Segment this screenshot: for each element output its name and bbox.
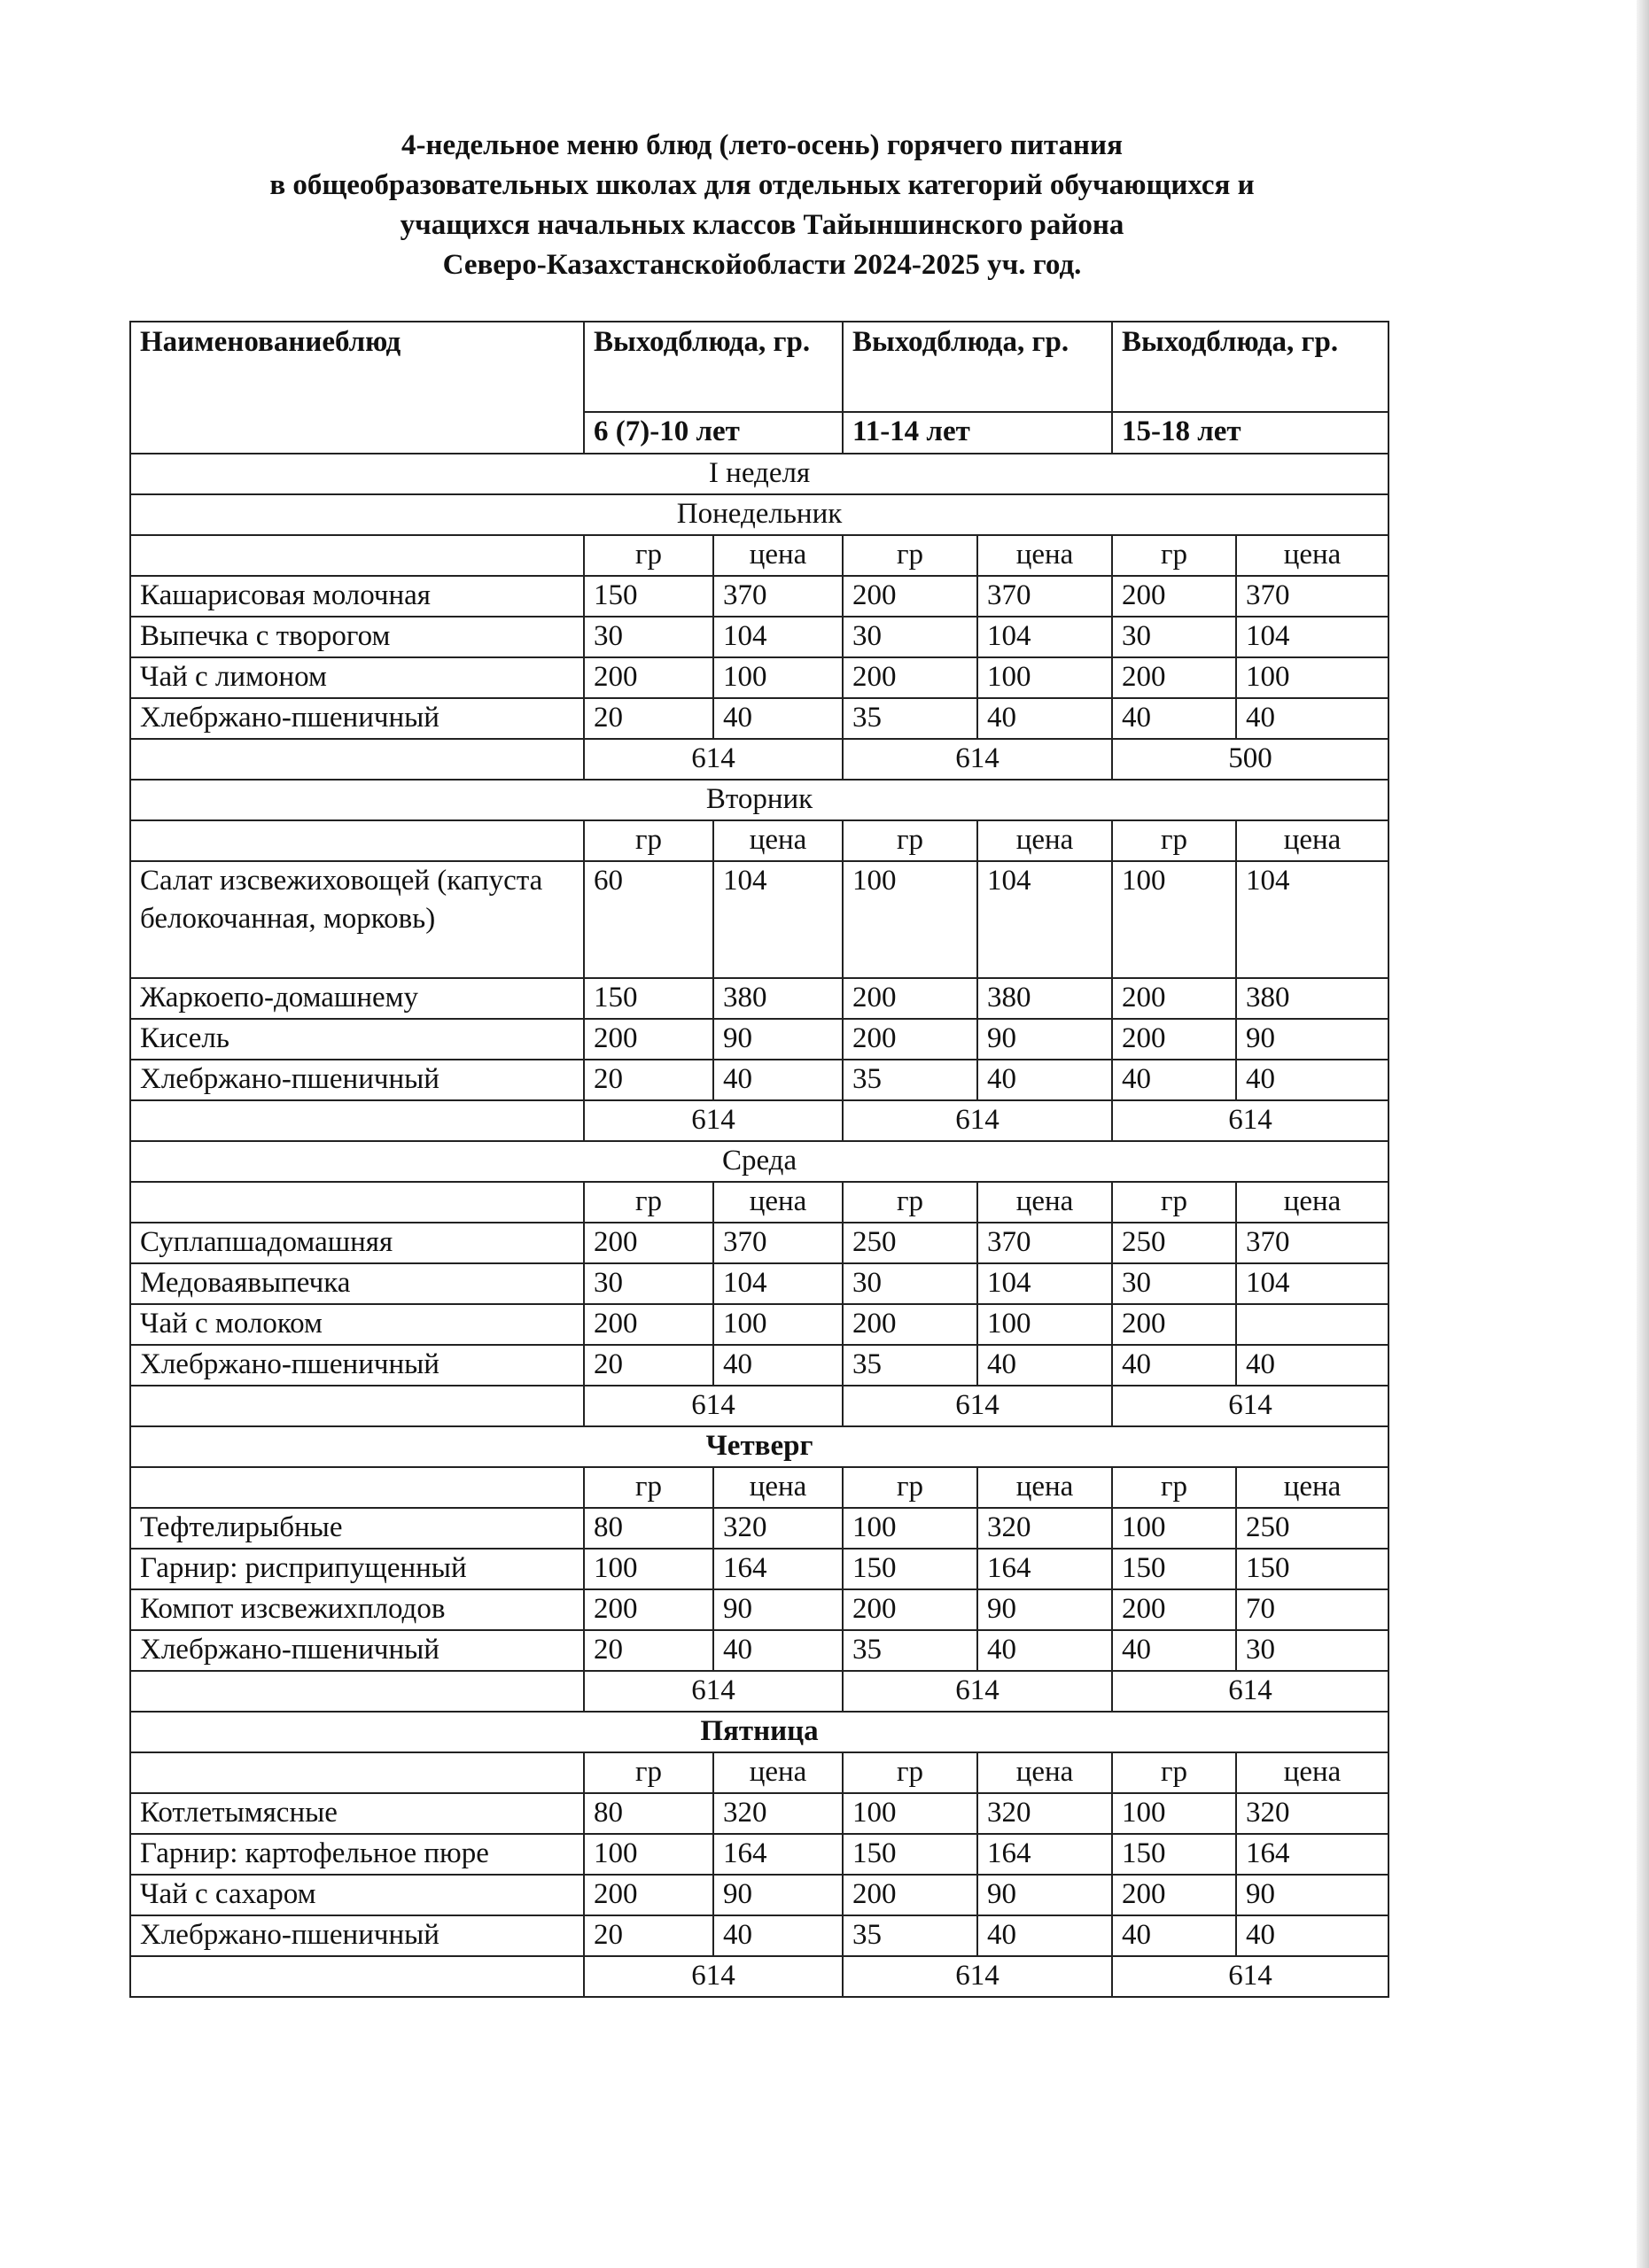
price-cell: 104 xyxy=(1236,861,1388,978)
dish-name: Компот изсвежихплодов xyxy=(130,1589,584,1630)
price-cell: 90 xyxy=(977,1875,1112,1915)
grams-cell: 150 xyxy=(1112,1834,1236,1875)
price-cell: 90 xyxy=(977,1019,1112,1060)
day-name: Среда xyxy=(130,1141,1388,1182)
grams-cell: 30 xyxy=(1112,1263,1236,1304)
blank-cell xyxy=(130,1752,584,1793)
grams-cell: 200 xyxy=(584,1223,713,1263)
grams-cell: 20 xyxy=(584,1345,713,1386)
price-cell: 40 xyxy=(977,1345,1112,1386)
table-row xyxy=(130,1875,1388,1915)
unit-price-header: цена xyxy=(1236,1182,1388,1223)
price-cell: 104 xyxy=(713,1263,843,1304)
price-cell: 320 xyxy=(977,1508,1112,1549)
price-cell: 40 xyxy=(977,1060,1112,1100)
price-cell: 104 xyxy=(713,617,843,657)
grams-cell: 200 xyxy=(843,1875,977,1915)
table-row xyxy=(130,1263,1388,1304)
grams-cell: 60 xyxy=(584,861,713,978)
table-row xyxy=(130,576,1388,617)
unit-gr-header: гр xyxy=(584,1182,713,1223)
grams-cell: 30 xyxy=(843,617,977,657)
header-dish-name: Наименованиеблюд xyxy=(130,322,584,454)
dish-name: Гарнир: картофельное пюре xyxy=(130,1834,584,1875)
dish-name: Суплапшадомашняя xyxy=(130,1223,584,1263)
unit-gr-header: гр xyxy=(843,1467,977,1508)
unit-gr-header: гр xyxy=(1112,820,1236,861)
grams-cell: 200 xyxy=(584,657,713,698)
title-line: 4-недельное меню блюд (лето-осень) горячего питания xyxy=(401,129,1123,161)
price-cell: 90 xyxy=(713,1019,843,1060)
grams-cell: 200 xyxy=(1112,978,1236,1019)
table-row xyxy=(130,861,1388,978)
day-total: 614 xyxy=(1112,1386,1388,1426)
header-output: Выходблюда, гр. xyxy=(584,322,843,412)
header-output: Выходблюда, гр. xyxy=(843,322,1112,412)
unit-gr-header: гр xyxy=(843,1182,977,1223)
grams-cell: 200 xyxy=(1112,576,1236,617)
grams-cell: 35 xyxy=(843,698,977,739)
price-cell: 380 xyxy=(977,978,1112,1019)
table-row xyxy=(130,698,1388,739)
unit-price-header: цена xyxy=(713,535,843,576)
grams-cell: 100 xyxy=(1112,1793,1236,1834)
grams-cell: 200 xyxy=(1112,657,1236,698)
day-total: 614 xyxy=(843,1386,1112,1426)
grams-cell: 100 xyxy=(843,1793,977,1834)
unit-gr-header: гр xyxy=(843,1752,977,1793)
grams-cell: 100 xyxy=(843,1508,977,1549)
price-cell: 380 xyxy=(713,978,843,1019)
table-row xyxy=(130,978,1388,1019)
week-label: I неделя xyxy=(130,454,1388,494)
price-cell: 40 xyxy=(1236,1915,1388,1956)
grams-cell: 200 xyxy=(1112,1875,1236,1915)
dish-name: Хлебржано-пшеничный xyxy=(130,698,584,739)
table-row xyxy=(130,1508,1388,1549)
blank-cell xyxy=(130,1671,584,1712)
day-total: 614 xyxy=(584,1100,843,1141)
grams-cell: 20 xyxy=(584,1915,713,1956)
price-cell: 104 xyxy=(1236,1263,1388,1304)
price-cell: 30 xyxy=(1236,1630,1388,1671)
table-row xyxy=(130,657,1388,698)
grams-cell: 100 xyxy=(584,1834,713,1875)
day-total: 614 xyxy=(843,1956,1112,1997)
dish-name: Кисель xyxy=(130,1019,584,1060)
price-cell: 90 xyxy=(977,1589,1112,1630)
day-total: 614 xyxy=(1112,1956,1388,1997)
unit-price-header: цена xyxy=(713,1182,843,1223)
price-cell: 100 xyxy=(1236,657,1388,698)
grams-cell: 35 xyxy=(843,1060,977,1100)
unit-price-header: цена xyxy=(1236,1467,1388,1508)
blank-cell xyxy=(130,1956,584,1997)
dish-name: Котлетымясные xyxy=(130,1793,584,1834)
title-line: Северо-Казахстанскойобласти 2024-2025 уч. год. xyxy=(442,249,1082,281)
blank-cell xyxy=(130,535,584,576)
grams-cell: 150 xyxy=(1112,1549,1236,1589)
price-cell: 40 xyxy=(977,1915,1112,1956)
price-cell: 40 xyxy=(1236,1060,1388,1100)
blank-cell xyxy=(130,1100,584,1141)
day-total: 614 xyxy=(843,739,1112,780)
grams-cell: 30 xyxy=(584,617,713,657)
unit-price-header: цена xyxy=(977,535,1112,576)
unit-gr-header: гр xyxy=(1112,535,1236,576)
price-cell: 320 xyxy=(1236,1793,1388,1834)
table-row xyxy=(130,1223,1388,1263)
price-cell: 370 xyxy=(713,1223,843,1263)
grams-cell: 100 xyxy=(584,1549,713,1589)
grams-cell: 200 xyxy=(1112,1019,1236,1060)
price-cell: 90 xyxy=(713,1589,843,1630)
grams-cell: 250 xyxy=(843,1223,977,1263)
dish-name: Медоваявыпечка xyxy=(130,1263,584,1304)
dish-name: Хлебржано-пшеничный xyxy=(130,1915,584,1956)
price-cell: 104 xyxy=(977,617,1112,657)
unit-gr-header: гр xyxy=(1112,1752,1236,1793)
price-cell: 90 xyxy=(1236,1875,1388,1915)
grams-cell: 20 xyxy=(584,1630,713,1671)
table-row xyxy=(130,1915,1388,1956)
grams-cell: 200 xyxy=(584,1304,713,1345)
price-cell: 100 xyxy=(713,1304,843,1345)
blank-cell xyxy=(130,1182,584,1223)
dish-name: Гарнир: рисприпущенный xyxy=(130,1549,584,1589)
grams-cell: 100 xyxy=(1112,861,1236,978)
day-total: 614 xyxy=(843,1100,1112,1141)
price-cell: 320 xyxy=(713,1793,843,1834)
day-total: 614 xyxy=(584,739,843,780)
unit-price-header: цена xyxy=(1236,1752,1388,1793)
title-line: в общеобразовательных школах для отдельных категорий обучающихся и xyxy=(269,169,1255,201)
unit-price-header: цена xyxy=(1236,535,1388,576)
unit-price-header: цена xyxy=(977,820,1112,861)
grams-cell: 200 xyxy=(843,978,977,1019)
price-cell: 104 xyxy=(977,861,1112,978)
price-cell: 40 xyxy=(713,698,843,739)
price-cell: 40 xyxy=(713,1630,843,1671)
price-cell: 150 xyxy=(1236,1549,1388,1589)
price-cell: 370 xyxy=(713,576,843,617)
table-row xyxy=(130,1345,1388,1386)
price-cell: 40 xyxy=(713,1060,843,1100)
grams-cell: 40 xyxy=(1112,1915,1236,1956)
price-cell: 100 xyxy=(977,1304,1112,1345)
grams-cell: 20 xyxy=(584,1060,713,1100)
price-cell: 320 xyxy=(977,1793,1112,1834)
price-cell: 370 xyxy=(1236,576,1388,617)
grams-cell: 40 xyxy=(1112,1630,1236,1671)
day-total: 614 xyxy=(843,1671,1112,1712)
price-cell: 164 xyxy=(1236,1834,1388,1875)
price-cell: 164 xyxy=(713,1834,843,1875)
unit-gr-header: гр xyxy=(584,535,713,576)
price-cell: 40 xyxy=(1236,1345,1388,1386)
day-name: Пятница xyxy=(130,1712,1388,1752)
unit-gr-header: гр xyxy=(843,535,977,576)
table-row xyxy=(130,1834,1388,1875)
dish-name: Тефтелирыбные xyxy=(130,1508,584,1549)
price-cell: 40 xyxy=(977,698,1112,739)
blank-cell xyxy=(130,1467,584,1508)
title-line: учащихся начальных классов Тайыншинского района xyxy=(400,209,1124,241)
dish-name: Чай с молоком xyxy=(130,1304,584,1345)
grams-cell: 150 xyxy=(584,576,713,617)
day-name: Понедельник xyxy=(130,494,1388,535)
blank-cell xyxy=(130,820,584,861)
grams-cell: 150 xyxy=(843,1834,977,1875)
price-cell: 104 xyxy=(1236,617,1388,657)
price-cell: 104 xyxy=(713,861,843,978)
table-row xyxy=(130,617,1388,657)
unit-gr-header: гр xyxy=(584,1467,713,1508)
price-cell: 40 xyxy=(1236,698,1388,739)
price-cell: 104 xyxy=(977,1263,1112,1304)
price-cell: 40 xyxy=(713,1915,843,1956)
price-cell: 164 xyxy=(977,1834,1112,1875)
dish-name: Чай с лимоном xyxy=(130,657,584,698)
price-cell: 100 xyxy=(713,657,843,698)
grams-cell: 80 xyxy=(584,1508,713,1549)
price-cell: 370 xyxy=(1236,1223,1388,1263)
day-total: 614 xyxy=(1112,1100,1388,1141)
dish-name: Кашарисовая молочная xyxy=(130,576,584,617)
table-row xyxy=(130,1793,1388,1834)
scan-page-edge xyxy=(1637,0,1649,2268)
price-cell: 90 xyxy=(713,1875,843,1915)
table-row xyxy=(130,1589,1388,1630)
day-total: 614 xyxy=(584,1671,843,1712)
table-row xyxy=(130,1019,1388,1060)
price-cell: 70 xyxy=(1236,1589,1388,1630)
grams-cell: 200 xyxy=(584,1589,713,1630)
dish-name: Хлебржано-пшеничный xyxy=(130,1345,584,1386)
grams-cell: 150 xyxy=(584,978,713,1019)
price-cell: 164 xyxy=(977,1549,1112,1589)
header-age-group: 11-14 лет xyxy=(843,412,1112,454)
price-cell: 320 xyxy=(713,1508,843,1549)
blank-cell xyxy=(130,1386,584,1426)
header-age-group: 15-18 лет xyxy=(1112,412,1388,454)
price-cell: 370 xyxy=(977,576,1112,617)
unit-price-header: цена xyxy=(713,820,843,861)
unit-price-header: цена xyxy=(1236,820,1388,861)
price-cell: 164 xyxy=(713,1549,843,1589)
day-name: Четверг xyxy=(130,1426,1388,1467)
unit-price-header: цена xyxy=(977,1467,1112,1508)
day-total: 500 xyxy=(1112,739,1388,780)
unit-gr-header: гр xyxy=(1112,1182,1236,1223)
table-row xyxy=(130,1304,1388,1345)
grams-cell: 40 xyxy=(1112,698,1236,739)
dish-name: Жаркоепо-домашнему xyxy=(130,978,584,1019)
dish-name: Хлебржано-пшеничный xyxy=(130,1060,584,1100)
grams-cell: 150 xyxy=(843,1549,977,1589)
grams-cell: 80 xyxy=(584,1793,713,1834)
unit-gr-header: гр xyxy=(584,1752,713,1793)
grams-cell: 20 xyxy=(584,698,713,739)
day-total: 614 xyxy=(584,1386,843,1426)
dish-name: Хлебржано-пшеничный xyxy=(130,1630,584,1671)
menu-table xyxy=(129,321,1389,1998)
dish-name: Салат изсвежиховощей (капуста белокочанная, морковь) xyxy=(130,861,584,978)
unit-gr-header: гр xyxy=(584,820,713,861)
unit-gr-header: гр xyxy=(1112,1467,1236,1508)
grams-cell: 200 xyxy=(843,576,977,617)
price-cell xyxy=(1236,1304,1388,1345)
grams-cell: 35 xyxy=(843,1345,977,1386)
price-cell: 40 xyxy=(977,1630,1112,1671)
header-age-group: 6 (7)-10 лет xyxy=(584,412,843,454)
day-total: 614 xyxy=(584,1956,843,1997)
grams-cell: 200 xyxy=(843,657,977,698)
unit-price-header: цена xyxy=(977,1752,1112,1793)
unit-price-header: цена xyxy=(977,1182,1112,1223)
unit-price-header: цена xyxy=(713,1467,843,1508)
price-cell: 90 xyxy=(1236,1019,1388,1060)
price-cell: 100 xyxy=(977,657,1112,698)
dish-name: Чай с сахаром xyxy=(130,1875,584,1915)
grams-cell: 200 xyxy=(584,1875,713,1915)
price-cell: 250 xyxy=(1236,1508,1388,1549)
grams-cell: 30 xyxy=(1112,617,1236,657)
day-total: 614 xyxy=(1112,1671,1388,1712)
grams-cell: 200 xyxy=(843,1304,977,1345)
grams-cell: 35 xyxy=(843,1915,977,1956)
table-row xyxy=(130,1549,1388,1589)
day-name: Вторник xyxy=(130,780,1388,820)
unit-gr-header: гр xyxy=(843,820,977,861)
grams-cell: 200 xyxy=(1112,1589,1236,1630)
price-cell: 380 xyxy=(1236,978,1388,1019)
document-title xyxy=(133,126,1391,285)
unit-price-header: цена xyxy=(713,1752,843,1793)
grams-cell: 30 xyxy=(584,1263,713,1304)
price-cell: 40 xyxy=(713,1345,843,1386)
grams-cell: 250 xyxy=(1112,1223,1236,1263)
grams-cell: 100 xyxy=(843,861,977,978)
dish-name: Выпечка с творогом xyxy=(130,617,584,657)
price-cell: 370 xyxy=(977,1223,1112,1263)
grams-cell: 40 xyxy=(1112,1060,1236,1100)
header-output: Выходблюда, гр. xyxy=(1112,322,1388,412)
grams-cell: 30 xyxy=(843,1263,977,1304)
table-row xyxy=(130,1060,1388,1100)
grams-cell: 35 xyxy=(843,1630,977,1671)
grams-cell: 40 xyxy=(1112,1345,1236,1386)
blank-cell xyxy=(130,739,584,780)
grams-cell: 100 xyxy=(1112,1508,1236,1549)
table-row xyxy=(130,1630,1388,1671)
grams-cell: 200 xyxy=(843,1019,977,1060)
grams-cell: 200 xyxy=(843,1589,977,1630)
grams-cell: 200 xyxy=(584,1019,713,1060)
grams-cell: 200 xyxy=(1112,1304,1236,1345)
